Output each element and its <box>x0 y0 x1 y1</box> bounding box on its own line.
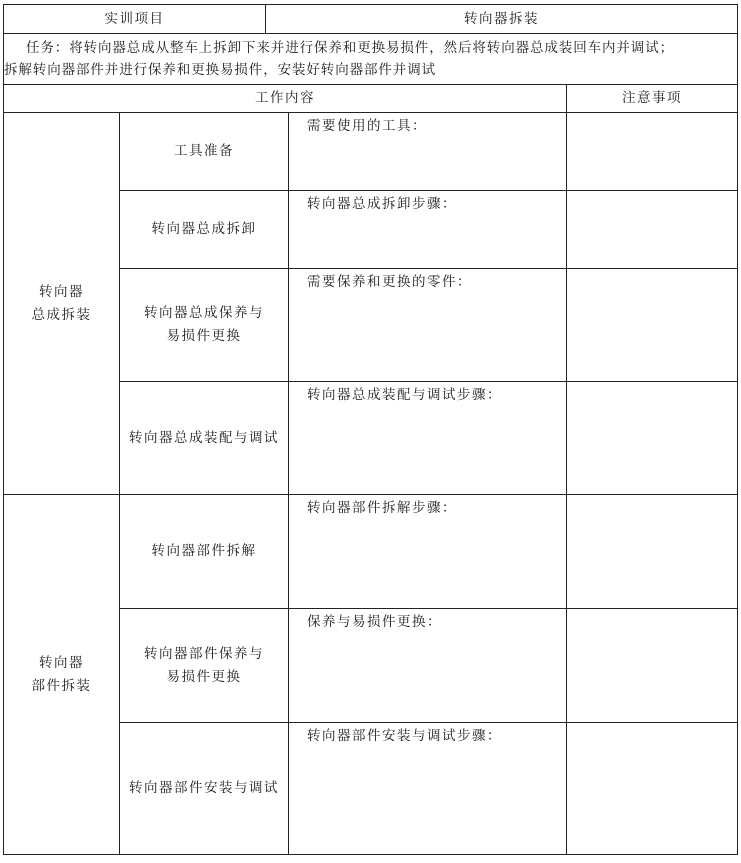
step-cell <box>120 382 289 495</box>
step-cell <box>120 269 289 382</box>
group-title-line: 转向器 <box>39 654 84 671</box>
notes-label: 注意事项 <box>622 90 682 106</box>
work-cell <box>289 723 567 855</box>
group-title-line: 转向器 <box>39 283 84 300</box>
form-table <box>3 4 738 855</box>
project-label-cell <box>4 5 266 34</box>
notes-header <box>567 85 738 113</box>
work-prompt: 转向器总成装配与调试步骤： <box>307 387 502 403</box>
task-line-2: 拆解转向器部件并进行保养和更换易损件，安装好转向器部件并调试 <box>4 62 436 78</box>
note-cell <box>567 113 738 191</box>
group-title-assembly <box>4 113 120 495</box>
step-label: 转向器总成装配与调试 <box>129 429 279 446</box>
project-value: 转向器拆装 <box>464 10 539 27</box>
step-cell <box>120 191 289 269</box>
work-prompt: 需要保养和更换的零件： <box>307 274 472 290</box>
work-cell <box>289 609 567 723</box>
step-label: 转向器总成拆卸 <box>151 221 257 237</box>
step-cell <box>120 495 289 609</box>
work-content-label: 工作内容 <box>255 90 315 106</box>
work-prompt: 转向器总成拆卸步骤： <box>307 196 457 212</box>
training-form <box>3 4 738 855</box>
work-cell <box>289 113 567 191</box>
work-prompt: 转向器部件拆解步骤： <box>307 500 457 516</box>
group-title-parts <box>4 495 120 855</box>
work-prompt: 转向器部件安装与调试步骤： <box>307 728 502 744</box>
step-cell <box>120 113 289 191</box>
step-label-line2: 易损件更换 <box>166 328 242 344</box>
work-cell <box>289 495 567 609</box>
work-prompt: 保养与易损件更换： <box>307 614 442 630</box>
work-cell <box>289 191 567 269</box>
step-label: 转向器部件保养与 <box>144 645 264 662</box>
note-cell <box>567 495 738 609</box>
note-cell <box>567 269 738 382</box>
note-cell <box>567 191 738 269</box>
group-title-line: 总成拆装 <box>31 306 92 323</box>
work-cell <box>289 382 567 495</box>
project-label: 实训项目 <box>104 10 165 27</box>
step-cell <box>120 609 289 723</box>
step-label: 转向器部件拆解 <box>151 543 257 559</box>
step-label: 转向器部件安装与调试 <box>129 780 279 796</box>
group-title-line: 部件拆装 <box>31 677 92 694</box>
note-cell <box>567 723 738 855</box>
work-content-header <box>4 85 567 113</box>
step-label-line2: 易损件更换 <box>166 668 242 685</box>
note-cell <box>567 609 738 723</box>
step-label: 工具准备 <box>174 143 234 159</box>
task-description-cell <box>4 34 738 85</box>
work-cell <box>289 269 567 382</box>
task-line-1: 任务：将转向器总成从整车上拆卸下来并进行保养和更换易损件，然后将转向器总成装回车内并调试； <box>26 40 674 56</box>
work-prompt: 需要使用的工具： <box>307 118 427 134</box>
step-cell <box>120 723 289 855</box>
note-cell <box>567 382 738 495</box>
project-value-cell <box>266 5 738 34</box>
step-label: 转向器总成保养与 <box>144 305 264 321</box>
